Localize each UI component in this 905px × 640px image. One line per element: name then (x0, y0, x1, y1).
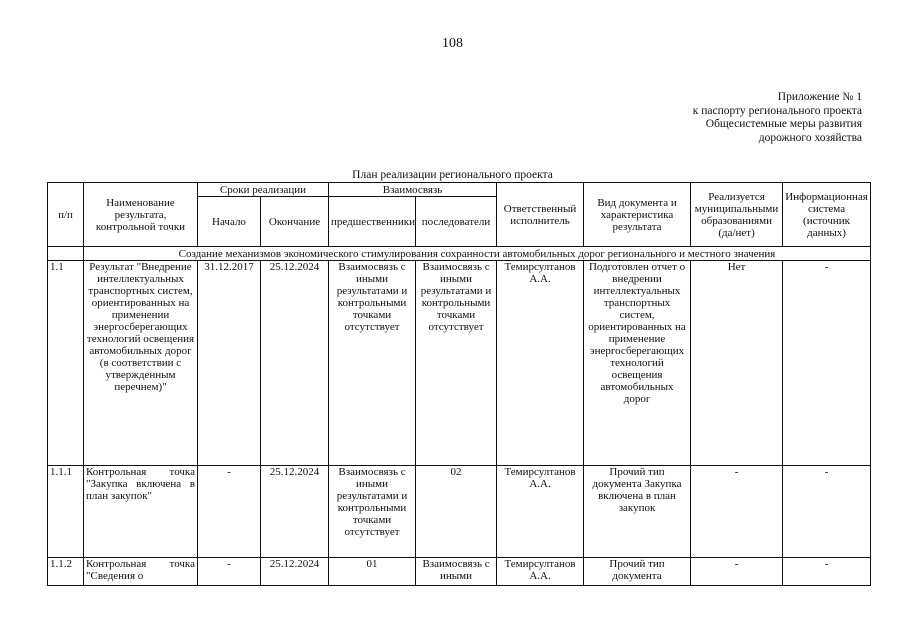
row-municipal: Нет (691, 261, 783, 466)
header-successors: последователи (416, 197, 497, 247)
appendix-line: Общесистемные меры развития (705, 118, 862, 130)
appendix-line: Приложение № 1 (777, 91, 862, 103)
row-num: 1.1.1 (48, 466, 84, 558)
table-row (48, 466, 871, 558)
appendix-line: к паспорту регионального проекта (692, 104, 862, 117)
row-end: 25.12.2024 (261, 466, 329, 558)
row-info-system: - (783, 261, 871, 466)
table-row (48, 558, 871, 586)
row-successors: Взаимосвязь с иными (416, 558, 497, 586)
row-name: Результат "Внедрение интеллектуальных транспортных систем, ориентированных на применении энергосберегающих технологий освещения автомобильных дорог (в соответствии с утвержденным перечнем)" (84, 261, 198, 466)
header-row (48, 183, 871, 197)
header-relation: Взаимосвязь (329, 183, 497, 197)
row-num: 1.1.2 (48, 558, 84, 586)
header-name: Наименование результата, контрольной точки (84, 183, 198, 247)
header-info-system: Информационная система (источник данных) (783, 183, 871, 247)
row-doc-type: Прочий тип документа Закупка включена в план закупок (584, 466, 691, 558)
row-end: 25.12.2024 (261, 261, 329, 466)
row-responsible: Темирсултанов А.А. (497, 466, 584, 558)
row-municipal: - (691, 558, 783, 586)
row-num: 1.1 (48, 261, 84, 466)
row-predecessors: 01 (329, 558, 416, 586)
row-doc-type: Прочий тип документа (584, 558, 691, 586)
row-info-system: - (783, 558, 871, 586)
row-start: - (198, 558, 261, 586)
plan-title: План реализации регионального проекта (352, 169, 553, 181)
header-municipal: Реализуется муниципальными образованиями (да/нет) (691, 183, 783, 247)
row-name: Контрольная точка "Закупка включена в план закупок" (84, 466, 198, 558)
row-start: 31.12.2017 (198, 261, 261, 466)
row-end: 25.12.2024 (261, 558, 329, 586)
row-predecessors: Взаимосвязь с иными результатами и контрольными точками отсутствует (329, 466, 416, 558)
page-number: 108 (442, 36, 463, 51)
row-successors: Взаимосвязь с иными результатами и контрольными точками отсутствует (416, 261, 497, 466)
header-doc-type: Вид документа и характеристика результата (584, 183, 691, 247)
header-end: Окончание (261, 197, 329, 247)
section-title: Создание механизмов экономического стимулирования сохранности автомобильных дорог регионального и местного значения (84, 247, 871, 261)
header-num: п/п (48, 183, 84, 247)
appendix-line: дорожного хозяйства (758, 131, 862, 144)
row-name: Контрольная точка "Сведения о (84, 558, 198, 586)
appendix-header (693, 91, 862, 145)
row-responsible: Темирсултанов А.А. (497, 261, 584, 466)
row-start: - (198, 466, 261, 558)
row-info-system: - (783, 466, 871, 558)
row-doc-type: Подготовлен отчет о внедрении интеллектуальных транспортных систем, ориентированных на применение энергосберегающих технологий освещения автомобильных дорог (584, 261, 691, 466)
header-predecessors: предшественники (329, 197, 416, 247)
row-municipal: - (691, 466, 783, 558)
section-row (48, 247, 871, 261)
header-start: Начало (198, 197, 261, 247)
plan-table (47, 182, 871, 586)
row-responsible: Темирсултанов А.А. (497, 558, 584, 586)
header-responsible: Ответственный исполнитель (497, 183, 584, 247)
header-terms: Сроки реализации (198, 183, 329, 197)
row-successors: 02 (416, 466, 497, 558)
table-row (48, 261, 871, 466)
row-predecessors: Взаимосвязь с иными результатами и контрольными точками отсутствует (329, 261, 416, 466)
